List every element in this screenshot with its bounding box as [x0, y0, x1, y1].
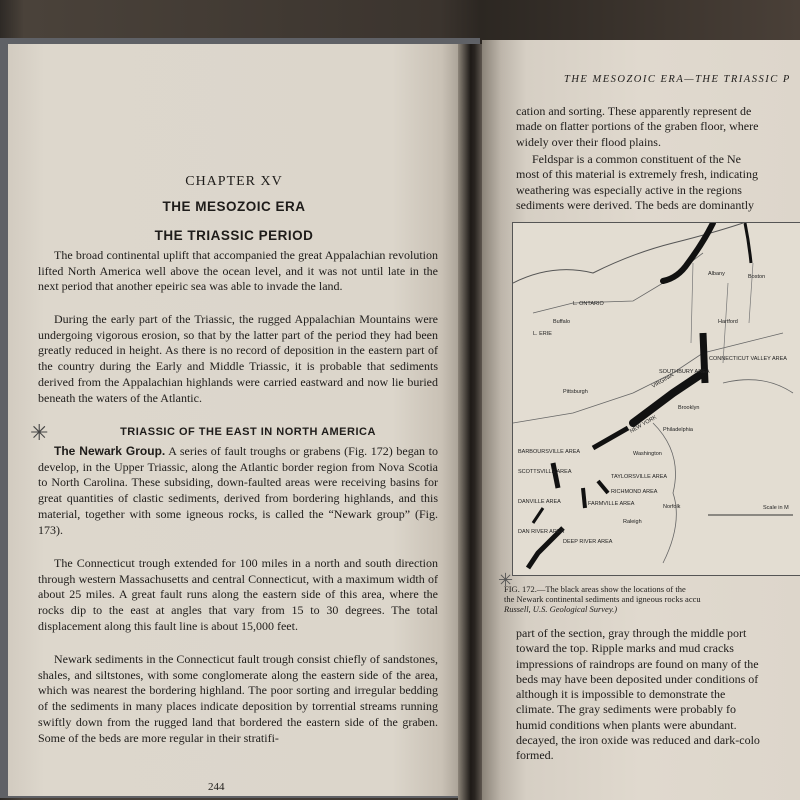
map-label: L. ERIE [533, 331, 552, 337]
barboursville-area [553, 463, 558, 488]
map-label: Philadelphia [663, 427, 693, 433]
map-label: TAYLORSVILLE AREA [611, 474, 668, 480]
pencil-star-mark: ✳ [498, 570, 514, 590]
map-label: L. ONTARIO [573, 301, 604, 307]
pencil-star-mark: ✳ [30, 420, 49, 445]
map-label: Norfolk [663, 504, 681, 510]
map-dark-area [593, 428, 628, 448]
text-bottom [516, 626, 800, 764]
map-label: Albany [708, 271, 725, 277]
page-number: 244 [208, 781, 225, 793]
paragraph-erosion: During the early part of the Triassic, the rugged Appalachian Mountains were undergoing vigorous erosion, so that by the latter part of the period they had been greatly reduced in height. As there is no record of deposition in the eastern part of the country during the Early and Middle Triassic, it is probable that sediments derived from the Appalachian highlands were carried eastward and now lie buried beneath the waters of the Atlantic. [38, 312, 438, 405]
paragraph-newark [38, 444, 438, 538]
map-label: Pittsburgh [563, 389, 588, 395]
text-line: formed. [516, 748, 554, 763]
text-line: impressions of raindrops are found on many of the [516, 656, 759, 671]
right-page [482, 40, 800, 800]
chapter-number: CHAPTER XV [185, 174, 283, 189]
paragraph-uplift: The broad continental uplift that accompanied the great Appalachian revolution lifted North America well above the ocean level, and it was not until late in the next period that another epeiric sea was able to invade the land. [38, 248, 438, 294]
newark-lead: The Newark Group. [54, 444, 166, 458]
map-label: Washington [633, 451, 662, 457]
map-label: Boston [748, 274, 766, 280]
text-line: although it is impossible to demonstrate the [516, 687, 726, 702]
period-title: THE TRIASSIC PERIOD [154, 228, 314, 243]
text-top [516, 104, 800, 150]
text-line: toward the top. Ripple marks and mud cracks [516, 641, 734, 656]
map-dark-area [745, 223, 751, 263]
map-label: DAN RIVER AREA [518, 529, 565, 535]
figure-caption [504, 584, 800, 614]
figure-172-map [512, 222, 800, 576]
map-label: SCOTTSVILLE AREA [518, 469, 572, 475]
text-line: weathering was especially active in the regions [516, 182, 742, 197]
map-river-valley [663, 223, 713, 281]
text-line: beds may have been deposited under conditions of [516, 671, 759, 686]
map-label: DEEP RIVER AREA [563, 539, 613, 545]
text-line: most of this material is extremely fresh, indicating [516, 167, 758, 182]
map-label: SOUTHBURY AREA [659, 369, 710, 375]
text-line: sediments were derived. The beds are dominantly [516, 197, 755, 212]
map-label: RICHMOND AREA [611, 489, 658, 495]
map-label: CONNECTICUT VALLEY AREA [709, 356, 787, 362]
section-heading: TRIASSIC OF THE EAST IN NORTH AMERICA [120, 426, 376, 438]
paragraph-connecticut: The Connecticut trough extended for 100 miles in a north and south direction through western Massachusetts and central Connecticut, with a maximum width of about 25 miles. A great fault runs along the eastern side of this area, where the rocks dip to the east at angles that vary from 15 to 30 degrees. The total displacement along this fault line is about 15,000 feet. [38, 556, 438, 633]
text-line: Feldspar is a common constituent of the Ne [532, 152, 741, 166]
richmond-area [583, 488, 585, 508]
text-line: climate. The gray sediments were probably fo [516, 702, 737, 717]
caption-line: the Newark continental sediments and igneous rocks accu [504, 594, 701, 604]
text-line: part of the section, gray through the middle port [516, 626, 747, 640]
map-label: DANVILLE AREA [518, 499, 561, 505]
text-line: decayed, the iron oxide was reduced and dark-colo [516, 733, 760, 748]
text-line: widely over their flood plains. [516, 134, 661, 149]
newark-text: A series of fault troughs or grabens (Fig. 172) began to develop, in the Upper Triassic, along the Atlantic border region from Nova Scotia to North Carolina. These subsiding, down-faulted areas were receiving basins for great quantities of clastic sediments, derived from bordering highlands, and this material, together with some igneous rocks, is called the “Newark group” (Fig. 173). [38, 444, 438, 537]
text-feldspar [516, 152, 800, 213]
running-head: THE MESOZOIC ERA—THE TRIASSIC P [564, 74, 791, 85]
text-line: cation and sorting. These apparently represent de [516, 104, 752, 118]
map-label: Raleigh [623, 519, 642, 525]
paragraph-sediments: Newark sediments in the Connecticut fault trough consist chiefly of sandstones, shales, and siltstones, with some conglomerate along the eastern side of the area, which was nearest the bordering highland. The poor sorting and irregular bedding of the sediments in many places indicate deposition by torrential streams running swiftly down from the rugged land that bordered the eastern side of the graben. Some of the beds are more regular in their stratifi- [38, 652, 438, 745]
map-drawing [513, 223, 800, 575]
text-line: humid conditions when plants were abundant. [516, 717, 737, 732]
text-line: made on flatter portions of the graben floor, where [516, 119, 759, 134]
map-label: Brooklyn [678, 405, 700, 411]
map-label: Buffalo [553, 319, 571, 325]
caption-line: Russell, U.S. Geological Survey.) [504, 604, 618, 614]
map-label: FARMVILLE AREA [588, 501, 635, 507]
left-page [8, 44, 460, 796]
coastline [723, 380, 793, 393]
era-title: THE MESOZOIC ERA [162, 199, 306, 214]
map-label: Hartford [718, 319, 738, 325]
map-label: VIRGINIA [651, 372, 675, 390]
caption-line: FIG. 172.—The black areas show the locations of the [504, 584, 686, 594]
map-label: BARBOURSVILLE AREA [518, 449, 581, 455]
taylorsville-area [598, 481, 608, 493]
map-label: NEW YORK [629, 414, 658, 435]
danville-area [533, 508, 543, 523]
map-label: Scale in M [763, 505, 789, 511]
